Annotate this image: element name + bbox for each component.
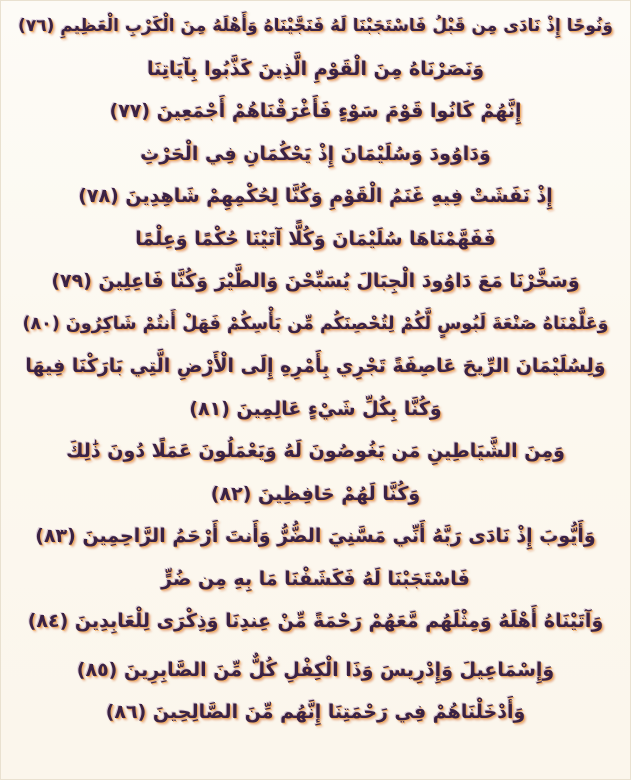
verse-line-12: وَكُنَّا لَهُمْ حَافِظِينَ (٨٢) <box>210 482 421 505</box>
verse-line-17: وَأَدْخَلْنَاهُمْ فِي رَحْمَتِنَا إِنَّهُم مِّنَ الصَّالِحِينَ (٨٦) <box>105 701 526 723</box>
verse-line-10: وَكُنَّا بِكُلِّ شَيْءٍ عَالِمِينَ (٨١) <box>189 397 442 420</box>
verse-line-16: وَإِسْمَاعِيلَ وَإِدْرِيسَ وَذَا الْكِفْلِ كُلٌّ مِّنَ الصَّابِرِينَ (٨٥) <box>76 658 555 681</box>
verse-line-2: وَنَصَرْنَاهُ مِنَ الْقَوْمِ الَّذِينَ كَذَّبُوا بِآيَاتِنَا <box>146 57 485 80</box>
verse-line-9: وَلِسُلَيْمَانَ الرِّيحَ عَاصِفَةً تَجْرِي بِأَمْرِهِ إِلَى الْأَرْضِ الَّتِي بَارَكْنَا فِيهَا <box>25 355 606 377</box>
verse-line-11: وَمِنَ الشَّيَاطِينِ مَن يَغُوصُونَ لَهُ وَيَعْمَلُونَ عَمَلًا دُونَ ذَٰلِكَ <box>66 440 565 462</box>
verse-line-1: وَنُوحًا إِذْ نَادَى مِن قَبْلُ فَاسْتَجَبْنَا لَهُ فَنَجَّيْنَاهُ وَأَهْلَهُ مِنَ الْكَرْبِ الْعَظِيمِ (٧٦) <box>18 16 613 36</box>
verse-line-7: وَسَخَّرْنَا مَعَ دَاوُودَ الْجِبَالَ يُسَبِّحْنَ وَالطَّيْرَ وَكُنَّا فَاعِلِينَ (٧٩) <box>51 270 580 292</box>
verse-line-5: إِذْ نَفَشَتْ فِيهِ غَنَمُ الْقَوْمِ وَكُنَّا لِحُكْمِهِمْ شَاهِدِينَ (٧٨) <box>78 185 553 207</box>
verse-line-3: إِنَّهُمْ كَانُوا قَوْمَ سَوْءٍ فَأَغْرَقْنَاهُمْ أَجْمَعِينَ (٧٧) <box>109 100 522 122</box>
verse-line-14: فَاسْتَجَبْنَا لَهُ فَكَشَفْنَا مَا بِهِ مِن ضُرٍّ <box>161 567 470 590</box>
verse-line-13: وَأَيُّوبَ إِذْ نَادَى رَبَّهُ أَنِّي مَسَّنِيَ الضُّرُّ وَأَنتَ أَرْحَمُ الرَّاحِمِينَ (٨٣) <box>35 525 596 547</box>
verse-line-15: وَآتَيْنَاهُ أَهْلَهُ وَمِثْلَهُم مَّعَهُمْ رَحْمَةً مِّنْ عِندِنَا وَذِكْرَى لِلْعَابِدِينَ (٨٤) <box>27 610 604 632</box>
verse-line-8: وَعَلَّمْنَاهُ صَنْعَةَ لَبُوسٍ لَّكُمْ لِتُحْصِنَكُم مِّن بَأْسِكُمْ فَهَلْ أَنتُمْ شَاكِرُونَ (٨٠) <box>22 313 609 334</box>
verse-line-4: وَدَاوُودَ وَسُلَيْمَانَ إِذْ يَحْكُمَانِ فِي الْحَرْثِ <box>140 142 491 165</box>
verse-line-6: فَفَهَّمْنَاهَا سُلَيْمَانَ وَكُلًّا آتَيْنَا حُكْمًا وَعِلْمًا <box>135 227 496 250</box>
verse-list <box>1 5 630 734</box>
